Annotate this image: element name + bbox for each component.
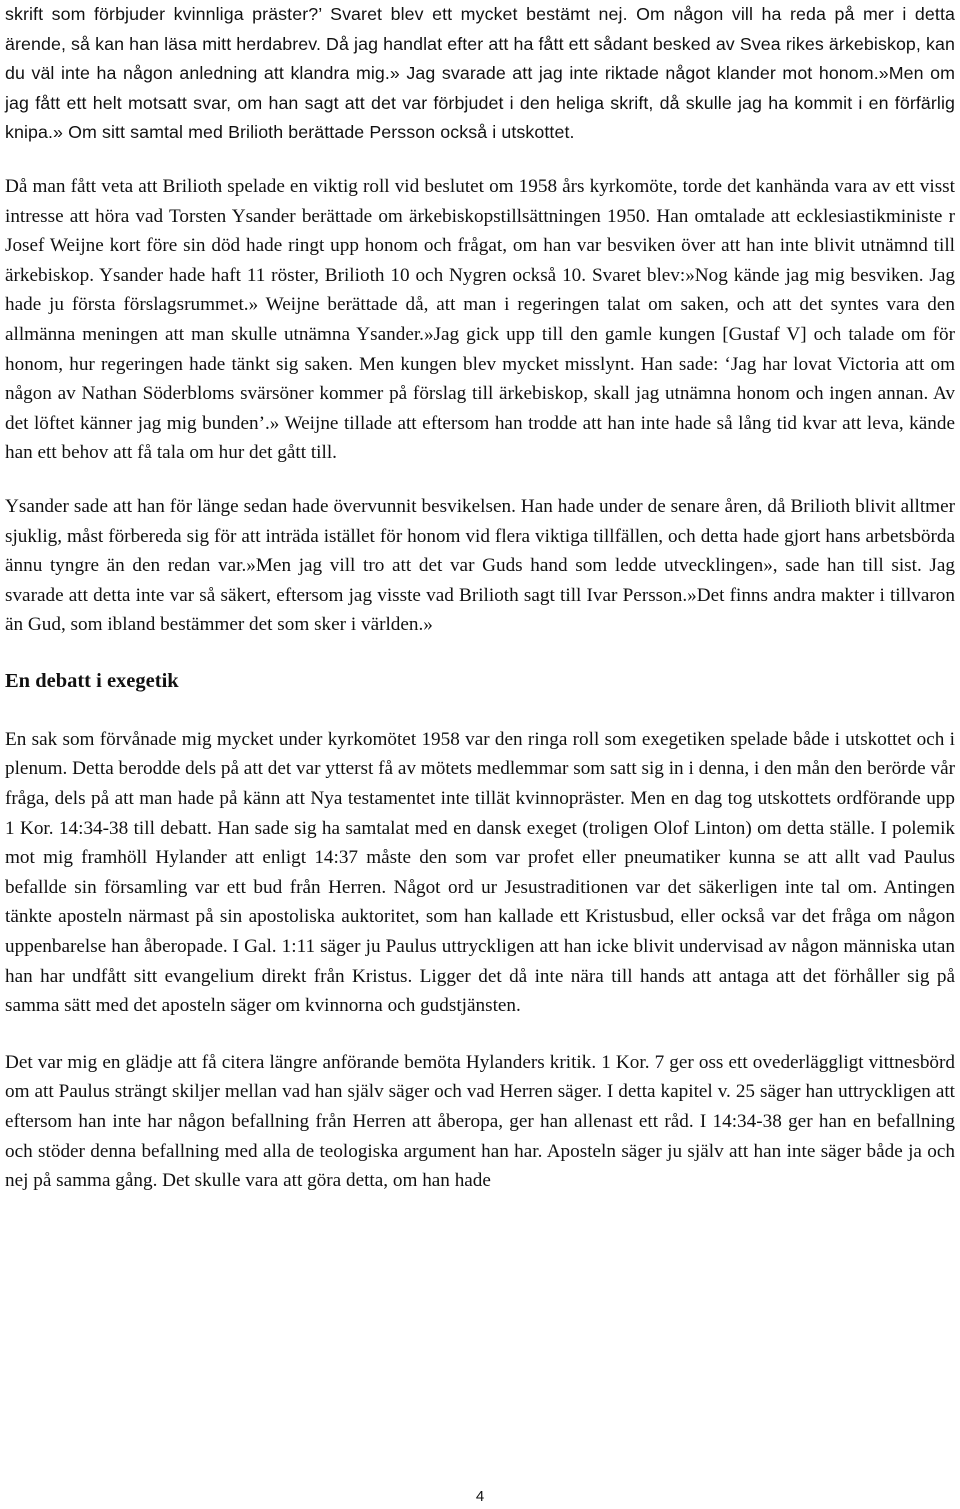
paragraph-3: Ysander sade att han för länge sedan hade övervunnit besvikelsen. Han hade under de senare åren, då Brilioth blivit alltmer sjuklig, måst förbereda sig för att inträda istället för honom vid flera viktiga tillfällen, och detta hade gjort hans arbetsbörda ännu tyngre än den redan var.»Men jag vill tro att det var Guds hand som ledde utvecklingen», sade han till sist. Jag svarade att detta inte var så säkert, eftersom jag visste vad Brilioth sagt till Ivar Persson.»Det finns andra makter i tillvaron än Gud, som ibland bestämmer det som sker i världen.» [5, 495, 955, 636]
paragraph-5: Det var mig en glädje att få citera längre anförande bemöta Hylanders kritik. 1 Kor. 7 ger oss ett ovederläggligt vittnesbörd om att Paulus strängt skiljer mellan vad han själv säger och vad Herren säger. I detta kapitel v. 25 säger han uttryckligen att eftersom han inte har någon befallning från Herren att åberopa, ger han allenast ett råd. I 14:34-38 ger han en befallning och stöder denna befallning med alla de teologiska argument han har. Aposteln säger ju själv att han inte säger både ja och nej på samma gång. Det skulle vara att göra detta, om han hade [5, 1051, 955, 1192]
section-heading: En debatt i exegetik [5, 669, 179, 692]
page-number: 4 [475, 1488, 485, 1505]
paragraph-4: En sak som förvånade mig mycket under kyrkomötet 1958 var den ringa roll som exegetiken spelade både i utskottet och i plenum. Detta berodde dels på att det var ytterst få av mötets medlemmar som satt sig in i denna, i den mån den berörde vår fråga, dels på att man hade på känn att Nya testamentet inte tillät kvinnopräster. Men en dag tog utskottets ordförande upp 1 Kor. 14:34-38 till debatt. Han sade sig ha samtalat med en dansk exeget (troligen Olof Linton) om detta ställe. I polemik mot mig framhöll Hylander att enligt 14:37 måste den som var profet eller pneumatiker kunna se att allt vad Paulus befallde sin församling var ett bud från Herren. Något ord ur Jesustraditionen var det säkerligen inte tal om. Antingen tänkte aposteln närmast på sin apostoliska auktoritet, som han kallade ett Kristusbud, eller också var det fråga om någon uppenbarelse han åberopade. I Gal. 1:11 säger ju Paulus uttryckligen att han icke blivit undervisad av någon människa utan han har undfått sitt evangelium direkt från Kristus. Ligger det då inte nära till hands att antaga att det förhåller sig på samma sätt med det aposteln säger om kvinnorna och gudstjänsten. [5, 728, 955, 1017]
paragraph-1: skrift som förbjuder kvinnliga präster?’ Svaret blev ett mycket bestämt nej. Om någon vill ha reda på mer i detta ärende, så kan han läsa mitt herdabrev. Då jag handlat efter att ha fått ett sådant besked av Svea rikes ärkebiskop, kan du väl inte ha någon anledning att klandra mig.» Jag svarade att jag inte riktade något klander mot honom.»Men om jag fått ett helt motsatt svar, om han sagt att det var förbjudet i den heliga skrift, då skulle jag ha kommit i en förfärlig knipa.» Om sitt samtal med Brilioth berättade Persson också i utskottet. [5, 4, 955, 143]
document-page [5, 0, 955, 1196]
paragraph-2: Då man fått veta att Brilioth spelade en viktig roll vid beslutet om 1958 års kyrkomöte, torde det kanhända vara av ett visst intresse att höra vad Torsten Ysander berättade om ärkebiskopstillsättningen 1950. Han omtalade att ecklesiastikministe r Josef Weijne kort före sin död hade ringt upp honom och frågat, om han var besviken över att han inte blivit utnämnd till ärkebiskop. Ysander hade haft 11 röster, Brilioth 10 och Nygren också 10. Svaret blev:»Nog kände jag mig besviken. Jag hade ju första förslagsrummet.» Weijne berättade då, att man i regeringen talat om saken, och att det syntes vara den allmänna meningen att man skulle utnämna Ysander.»Jag gick upp till den gamle kungen [Gustaf V] och talade om för honom, hur regeringen hade tänkt sig saken. Men kungen blev mycket misslynt. Han sade: ‘Jag har lovat Victoria att om någon av Nathan Söderbloms svärsöner kommer på förslag till ärkebiskop, skall jag utnämna honom och ingen annan. Av det löftet känner jag mig bunden’.» Weijne tillade att eftersom han trodde att han inte hade så lång tid kvar att leva, kände han ett behov att få tala om hur det gått till. [5, 175, 955, 464]
